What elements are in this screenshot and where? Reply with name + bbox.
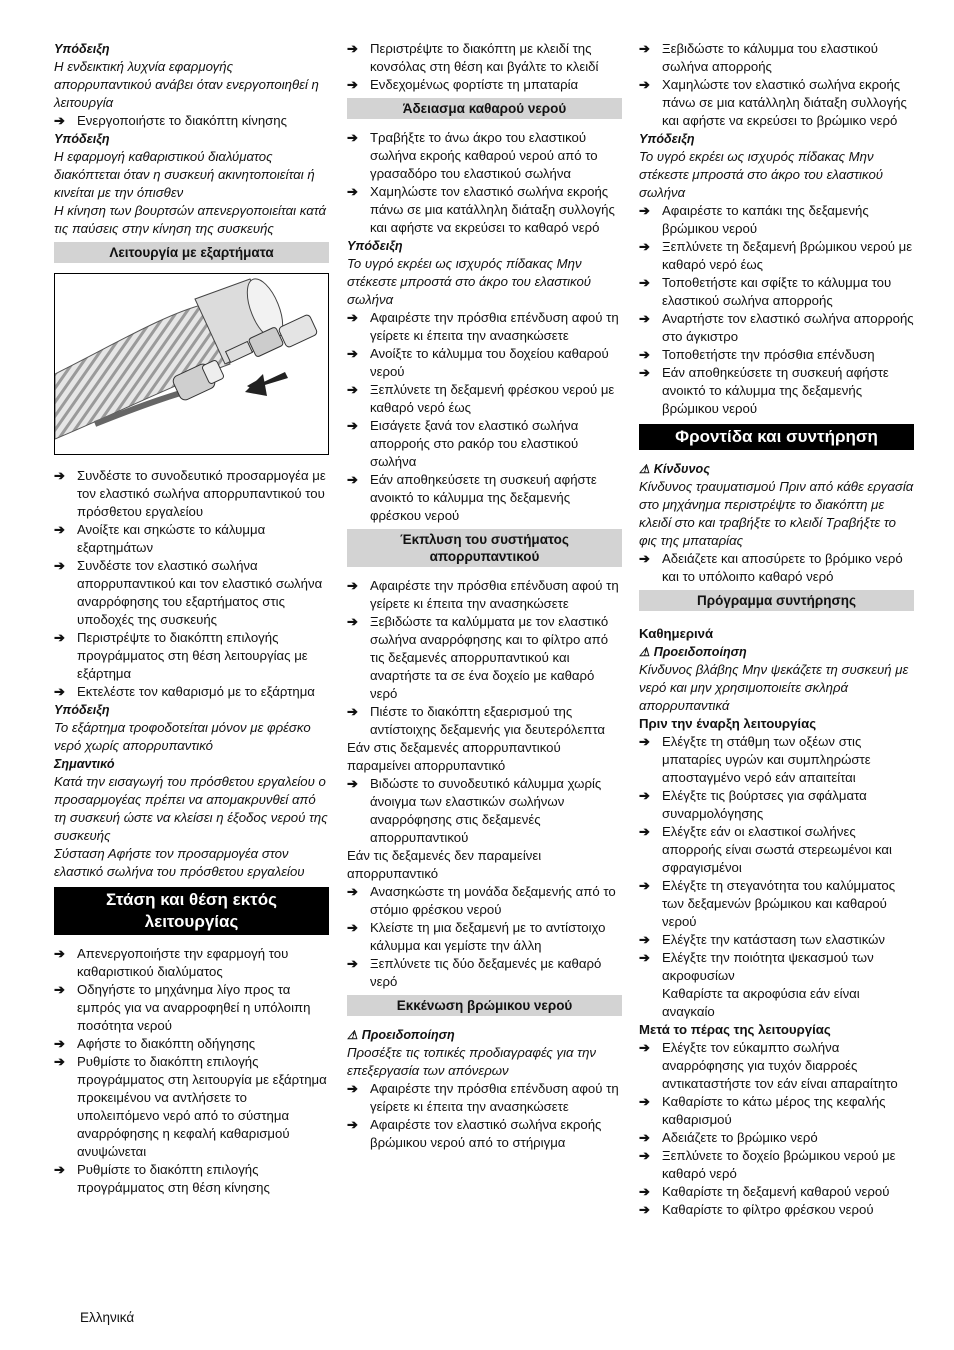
footer-language: Ελληνικά bbox=[80, 1310, 135, 1325]
note-heading: Υπόδειξη bbox=[639, 132, 695, 146]
arrow-right-icon: ➔ bbox=[639, 932, 651, 947]
arrow-right-icon: ➔ bbox=[639, 824, 651, 839]
note-text: Το υγρό εκρέει ως ισχυρός πίδακας Μην στέκεστε μπροστά στο άκρο του ελαστικού σωλήνα bbox=[347, 256, 592, 307]
list-item: ➔ Αφαιρέστε το καπάκι της δεξαμενής βρώμικου νερού bbox=[639, 203, 869, 236]
arrow-right-icon: ➔ bbox=[639, 1184, 651, 1199]
list-item: ➔ Ελέγξτε τη στάθμη των οξέων στις μπαταρίες υγρών και συμπληρώστε αποσταγμένο νερό εάν απαιτείται bbox=[639, 734, 871, 785]
list-item: ➔ Οδηγήστε το μηχάνημα λίγο προς τα εμπρός για να αναρροφηθεί η υπόλοιπη ποσότητα νερού bbox=[54, 982, 311, 1033]
arrow-right-icon: ➔ bbox=[54, 630, 66, 645]
arrow-right-icon: ➔ bbox=[347, 578, 359, 593]
warning-heading: ⚠ Προειδοποίηση bbox=[347, 1028, 455, 1042]
schedule-heading-after: Μετά το πέρας της λειτουργίας bbox=[639, 1022, 831, 1037]
list-item: ➔ Ξεπλύνετε το δοχείο βρώμικου νερού με καθαρό νερό bbox=[639, 1148, 896, 1181]
list-item: ➔ Ελέγξτε τη στεγανότητα του καλύμματος των δεξαμενών βρώμικου και καθαρού νερού bbox=[639, 878, 896, 929]
list-item: ➔ Πιέστε το διακόπτη εξαερισμού της αντίστοιχης δεξαμενής για δευτερόλεπτα bbox=[347, 704, 606, 737]
warning-triangle-icon: ⚠ bbox=[639, 645, 650, 659]
arrow-right-icon: ➔ bbox=[639, 311, 651, 326]
hose-adapter-image bbox=[55, 274, 328, 454]
note-text: Το υγρό εκρέει ως ισχυρός πίδακας Μην στέκεστε μπροστά στο άκρο του ελαστικού σωλήνα bbox=[639, 149, 884, 200]
list-item: ➔ Εάν αποθηκεύσετε τη συσκευή αφήστε ανοικτό το κάλυμμα της δεξαμενής βρώμικου νερού bbox=[639, 365, 889, 416]
arrow-right-icon: ➔ bbox=[639, 788, 651, 803]
arrow-right-icon: ➔ bbox=[54, 113, 66, 128]
column-left bbox=[54, 40, 329, 1197]
arrow-right-icon: ➔ bbox=[347, 704, 359, 719]
arrow-right-icon: ➔ bbox=[639, 41, 651, 56]
arrow-right-icon: ➔ bbox=[347, 956, 359, 971]
arrow-right-icon: ➔ bbox=[639, 1040, 651, 1055]
danger-heading: ⚠ Κίνδυνος bbox=[639, 462, 710, 476]
note-text: Η εφαρμογή καθαριστικού διαλύματος διακόπτεται όταν η συσκευή ακινητοποιείται ή κινείται με την όπισθεν bbox=[54, 149, 315, 200]
arrow-right-icon: ➔ bbox=[639, 203, 651, 218]
list-item: ➔ Ελέγξτε τον εύκαμπτο σωλήνα αναρρόφησης για τυχόν διαρροές αντικαταστήστε τον εάν είναι απαραίτητο bbox=[639, 1040, 898, 1091]
list-item: ➔ Ξεπλύνετε τις δύο δεξαμενές με καθαρό νερό bbox=[347, 956, 602, 989]
arrow-right-icon: ➔ bbox=[347, 184, 359, 199]
list-item: ➔ Ρυθμίστε το διακόπτη επιλογής προγράμματος στη λειτουργία με εξάρτημα προκειμένου να αντλήσετε το υπολειπόμενο νερό από το σύστημα αναρρόφησης η κεφαλή καθαρισμού ανυψώνεται bbox=[54, 1054, 327, 1159]
section-heading: Λειτουργία με εξαρτήματα bbox=[54, 242, 329, 263]
arrow-right-icon: ➔ bbox=[639, 734, 651, 749]
list-item: ➔ Εάν αποθηκεύσετε τη συσκευή αφήστε ανοικτό το κάλυμμα της δεξαμενής φρέσκου νερού bbox=[347, 472, 597, 523]
warning-heading: ⚠ Προειδοποίηση bbox=[639, 645, 747, 659]
list-item: ➔ Ανοίξτε το κάλυμμα του δοχείου καθαρού νερού bbox=[347, 346, 609, 379]
list-item: ➔ Ξεπλύνετε τη δεξαμενή βρώμικου νερού με καθαρό νερό έως bbox=[639, 239, 913, 272]
arrow-right-icon: ➔ bbox=[347, 1117, 359, 1132]
column-right bbox=[639, 40, 914, 1219]
list-item: ➔ Περιστρέψτε το διακόπτη επιλογής προγράμματος στη θέση λειτουργίας με εξάρτημα bbox=[54, 630, 308, 681]
arrow-right-icon: ➔ bbox=[54, 1036, 66, 1051]
arrow-right-icon: ➔ bbox=[54, 558, 66, 573]
arrow-right-icon: ➔ bbox=[347, 1081, 359, 1096]
list-item: ➔ Αφαιρέστε τον ελαστικό σωλήνα εκροής βρώμικου νερού από το στήριγμα bbox=[347, 1117, 602, 1150]
list-item: ➔ Τοποθετήστε την πρόσθια επένδυση bbox=[639, 347, 875, 362]
arrow-right-icon: ➔ bbox=[639, 551, 651, 566]
arrow-right-icon: ➔ bbox=[639, 365, 651, 380]
section-heading: Εκκένωση βρώμικου νερού bbox=[347, 995, 622, 1016]
arrow-right-icon: ➔ bbox=[347, 382, 359, 397]
note-heading: Υπόδειξη bbox=[54, 703, 110, 717]
arrow-right-icon: ➔ bbox=[347, 130, 359, 145]
list-item: ➔ Τοποθετήστε και σφίξτε το κάλυμμα του ελαστικού σωλήνα απορροής bbox=[639, 275, 892, 308]
arrow-right-icon: ➔ bbox=[639, 239, 651, 254]
list-item: ➔ Αφαιρέστε την πρόσθια επένδυση αφού τη γείρετε κι έπειτα την ανασηκώσετε bbox=[347, 1081, 619, 1114]
schedule-heading-before: Πριν την έναρξη λειτουργίας bbox=[639, 716, 817, 731]
list-item: ➔ Χαμηλώστε τον ελαστικό σωλήνα εκροής πάνω σε μια κατάλληλη διάταξη συλλογής και αφήστε να εκρεύσει το βρώμικο νερό bbox=[639, 77, 907, 128]
warning-triangle-icon: ⚠ bbox=[639, 462, 650, 476]
list-item: ➔ Καθαρίστε το φίλτρο φρέσκου νερού bbox=[639, 1202, 874, 1217]
arrow-right-icon: ➔ bbox=[347, 346, 359, 361]
arrow-right-icon: ➔ bbox=[347, 884, 359, 899]
note-heading: Υπόδειξη bbox=[347, 239, 403, 253]
note-heading: Σημαντικό bbox=[54, 757, 115, 771]
list-item: ➔ Ενεργοποιήστε το διακόπτη κίνησης bbox=[54, 113, 287, 128]
arrow-right-icon: ➔ bbox=[347, 472, 359, 487]
arrow-right-icon: ➔ bbox=[639, 347, 651, 362]
note-text: Σύσταση Αφήστε τον προσαρμογέα στον ελαστικό σωλήνα του πρόσθετου εργαλείου bbox=[54, 846, 305, 879]
note-text: Κατά την εισαγωγή του πρόσθετου εργαλείου ο προσαρμογέας πρέπει να απομακρυνθεί από τη συσκευή ώστε να κλείσει η έξοδος νερού της συσκευής bbox=[54, 774, 328, 843]
arrow-right-icon: ➔ bbox=[54, 684, 66, 699]
adapter-hose-illustration bbox=[54, 273, 329, 455]
list-item: ➔ Αδειάζετε και αποσύρετε το βρόμικο νερό και το υπόλοιπο καθαρό νερό bbox=[639, 551, 903, 584]
list-item: ➔ Ρυθμίστε το διακόπτη επιλογής προγράμματος στη θέση κίνησης bbox=[54, 1162, 270, 1195]
warning-text: Κίνδυνος βλάβης Μην ψεκάζετε τη συσκευή με νερό και μην χρησιμοποιείτε σκληρά απορρυπαντικά bbox=[639, 662, 909, 713]
note-text: Το εξάρτημα τροφοδοτείται μόνον με φρέσκο νερό χωρίς απορρυπαντικό bbox=[54, 720, 311, 753]
arrow-right-icon: ➔ bbox=[347, 614, 359, 629]
list-item: ➔ Καθαρίστε το κάτω μέρος της κεφαλής καθαρισμού bbox=[639, 1094, 886, 1127]
note-text: Η ενδεικτική λυχνία εφαρμογής απορρυπαντικού ανάβει όταν ενεργοποιηθεί η λειτουργία bbox=[54, 59, 319, 110]
list-item: ➔ Συνδέστε το συνοδευτικό προσαρμογέα με τον ελαστικό σωλήνα απορρυπαντικού του πρόσθετου εργαλείου bbox=[54, 468, 326, 519]
arrow-right-icon: ➔ bbox=[639, 1130, 651, 1145]
section-heading: Άδειασμα καθαρού νερού bbox=[347, 98, 622, 119]
list-item: ➔ Αφαιρέστε την πρόσθια επένδυση αφού τη γείρετε κι έπειτα την ανασηκώσετε bbox=[347, 578, 619, 611]
list-item: ➔ Ανοίξτε και σηκώστε το κάλυμμα εξαρτημάτων bbox=[54, 522, 266, 555]
list-item: ➔ Καθαρίστε τη δεξαμενή καθαρού νερού bbox=[639, 1184, 890, 1199]
chapter-heading: Στάση και θέση εκτός λειτουργίας bbox=[54, 887, 329, 935]
section-heading: Πρόγραμμα συντήρησης bbox=[639, 590, 914, 611]
list-item: ➔ Χαμηλώστε τον ελαστικό σωλήνα εκροής πάνω σε μια κατάλληλη διάταξη συλλογής και αφήστε να εκρεύσει το καθαρό νερό bbox=[347, 184, 615, 235]
note-heading: Υπόδειξη bbox=[54, 132, 110, 146]
list-item: ➔ Ενδεχομένως φορτίστε τη μπαταρία bbox=[347, 77, 579, 92]
list-item: ➔ Ελέγξτε την ποιότητα ψεκασμού των ακροφυσίων bbox=[639, 950, 874, 983]
list-item: ➔ Αφήστε το διακόπτη οδήγησης bbox=[54, 1036, 256, 1051]
sub-paragraph: Καθαρίστε τα ακροφύσια εάν είναι αναγκαίο bbox=[662, 986, 860, 1019]
paragraph: Εάν τις δεξαμενές δεν παραμείνει απορρυπαντικό bbox=[347, 848, 542, 881]
note-heading: Υπόδειξη bbox=[54, 42, 110, 56]
list-item: ➔ Συνδέστε τον ελαστικό σωλήνα απορρυπαντικού και τον ελαστικό σωλήνα αναρρόφησης του εξαρτήματος στις υποδοχές της συσκευής bbox=[54, 558, 323, 627]
list-item: ➔ Τραβήξτε το άνω άκρο του ελαστικού σωλήνα εκροής καθαρού νερού από το γρασαδόρο του ελαστικού σωλήνα bbox=[347, 130, 598, 181]
arrow-right-icon: ➔ bbox=[347, 41, 359, 56]
arrow-right-icon: ➔ bbox=[347, 776, 359, 791]
chapter-heading: Φροντίδα και συντήρηση bbox=[639, 424, 914, 450]
list-item: ➔ Περιστρέψτε το διακόπτη με κλειδί της κονσόλας στη θέση και βγάλτε το κλειδί bbox=[347, 41, 599, 74]
list-item: ➔ Αδειάζετε το βρώμικο νερό bbox=[639, 1130, 818, 1145]
arrow-right-icon: ➔ bbox=[347, 77, 359, 92]
schedule-heading-daily: Καθημερινά bbox=[639, 626, 714, 641]
list-item: ➔ Ξεπλύνετε τη δεξαμενή φρέσκου νερού με καθαρό νερό έως bbox=[347, 382, 615, 415]
arrow-right-icon: ➔ bbox=[639, 77, 651, 92]
arrow-right-icon: ➔ bbox=[639, 950, 651, 965]
arrow-right-icon: ➔ bbox=[347, 920, 359, 935]
list-item: ➔ Ελέγξτε την κατάσταση των ελαστικών bbox=[639, 932, 886, 947]
list-item: ➔ Ξεβιδώστε το κάλυμμα του ελαστικού σωλήνα απορροής bbox=[639, 41, 878, 74]
arrow-right-icon: ➔ bbox=[54, 522, 66, 537]
arrow-right-icon: ➔ bbox=[639, 1202, 651, 1217]
list-item: ➔ Κλείστε τη μια δεξαμενή με το αντίστοιχο κάλυμμα και γεμίστε την άλλη bbox=[347, 920, 606, 953]
warning-triangle-icon: ⚠ bbox=[347, 1028, 358, 1042]
list-item: ➔ Εκτελέστε τον καθαρισμό με το εξάρτημα bbox=[54, 684, 315, 699]
list-item: ➔ Ξεβιδώστε τα καλύμματα με τον ελαστικό σωλήνα αναρρόφησης και το φίλτρο από τις δεξαμενές απορρυπαντικού και αναρτήστε τα σε ένα δοχείο με καθαρό νερό bbox=[347, 614, 609, 701]
arrow-right-icon: ➔ bbox=[347, 418, 359, 433]
list-item: ➔ Εισάγετε ξανά τον ελαστικό σωλήνα απορροής στο ρακόρ του ελαστικού σωλήνα bbox=[347, 418, 579, 469]
note-text: Η κίνηση των βουρτσών απενεργοποιείται κατά τις παύσεις στην κίνηση της συσκευής bbox=[54, 203, 326, 236]
arrow-right-icon: ➔ bbox=[54, 982, 66, 997]
arrow-right-icon: ➔ bbox=[639, 1148, 651, 1163]
column-middle bbox=[347, 40, 622, 1152]
arrow-right-icon: ➔ bbox=[54, 1162, 66, 1177]
arrow-right-icon: ➔ bbox=[347, 310, 359, 325]
arrow-right-icon: ➔ bbox=[54, 946, 66, 961]
list-item: ➔ Βιδώστε το συνοδευτικό κάλυμμα χωρίς άνοιγμα των ελαστικών σωλήνων αναρρόφησης στις δεξαμενές απορρυπαντικού bbox=[347, 776, 602, 845]
danger-text: Κίνδυνος τραυματισμού Πριν από κάθε εργασία στο μηχάνημα περιστρέψτε το διακόπτη με κλειδί στο και τραβήξτε το κλειδί Τραβήξτε το φις της μπαταρίας bbox=[639, 479, 914, 548]
list-item: ➔ Αφαιρέστε την πρόσθια επένδυση αφού τη γείρετε κι έπειτα την ανασηκώσετε bbox=[347, 310, 619, 343]
list-item: ➔ Ελέγξτε τις βούρτσες για σφάλματα συναρμολόγησης bbox=[639, 788, 867, 821]
list-item: ➔ Ελέγξτε εάν οι ελαστικοί σωλήνες απορροής είναι σωστά στερεωμένοι και σφραγισμένοι bbox=[639, 824, 892, 875]
list-item: ➔ Αναρτήστε τον ελαστικό σωλήνα απορροής στο άγκιστρο bbox=[639, 311, 914, 344]
warning-text: Προσέξτε τις τοπικές προδιαγραφές για την επεξεργασία των απόνερων bbox=[347, 1045, 597, 1078]
arrow-right-icon: ➔ bbox=[639, 878, 651, 893]
arrow-right-icon: ➔ bbox=[54, 468, 66, 483]
arrow-right-icon: ➔ bbox=[639, 1094, 651, 1109]
list-item: ➔ Ανασηκώστε τη μονάδα δεξαμενής από το στόμιο φρέσκου νερού bbox=[347, 884, 616, 917]
section-heading: Έκπλυση του συστήματος απορρυπαντικού bbox=[347, 529, 622, 567]
arrow-right-icon: ➔ bbox=[639, 275, 651, 290]
list-item: ➔ Απενεργοποιήστε την εφαρμογή του καθαριστικού διαλύματος bbox=[54, 946, 289, 979]
paragraph: Εάν στις δεξαμενές απορρυπαντικού παραμείνει απορρυπαντικό bbox=[347, 740, 561, 773]
arrow-right-icon: ➔ bbox=[54, 1054, 66, 1069]
